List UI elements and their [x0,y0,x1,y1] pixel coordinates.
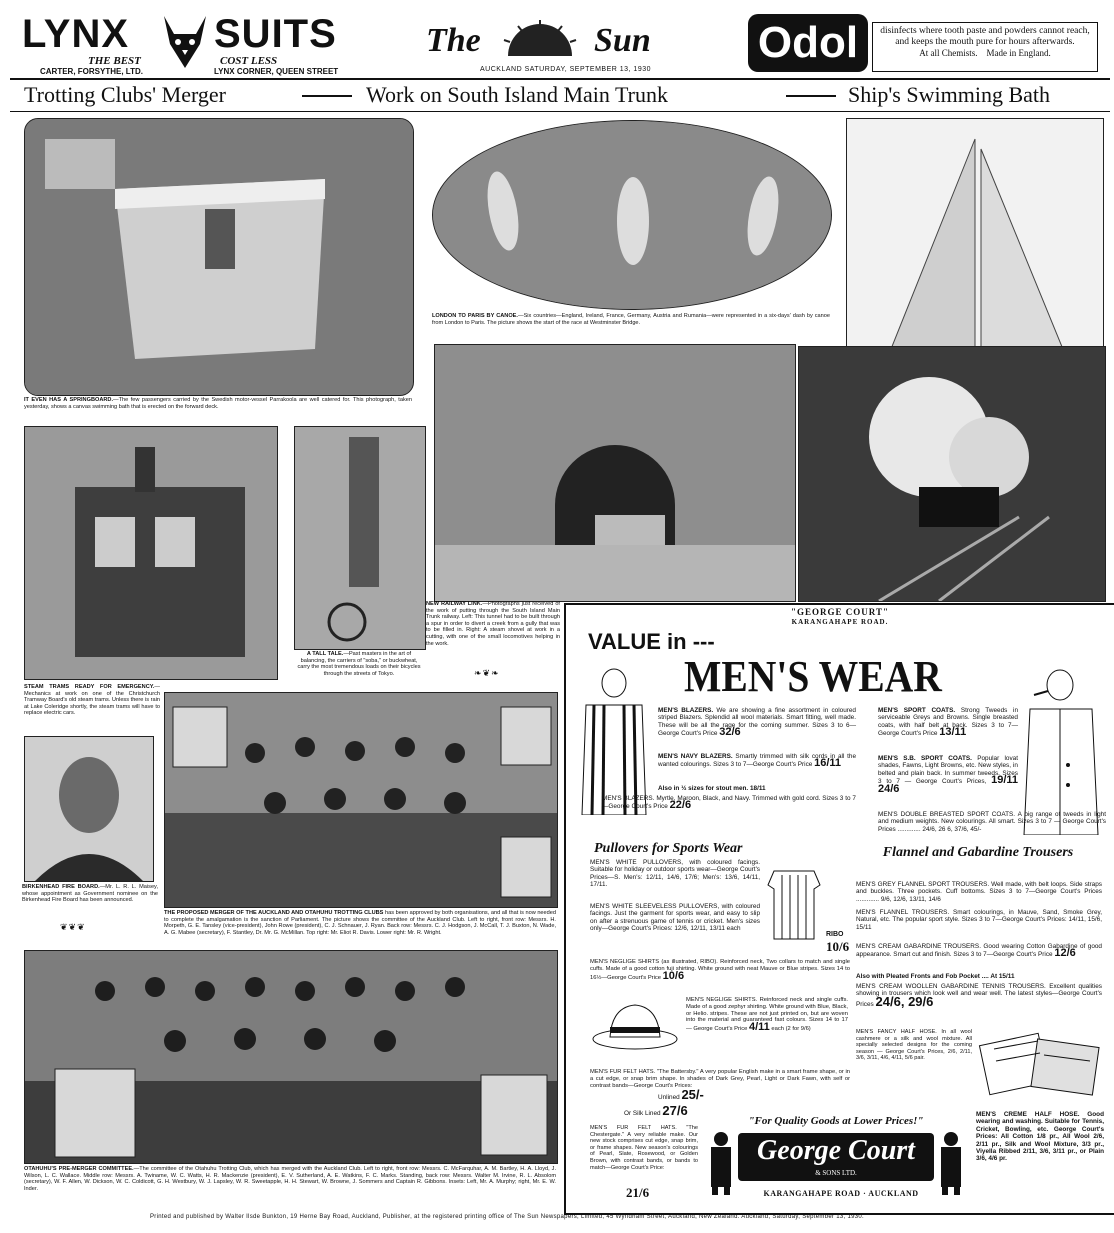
ad-navy-title: MEN'S NAVY BLAZERS. [658,753,733,760]
ad-pleated: Also with Pleated Fronts and Fob Pocket .... At 15/11 [856,973,1015,980]
lynx-carter: CARTER, FORSYTHE, LTD. [40,67,143,76]
ad-value-in: VALUE in --- [588,629,715,654]
george-court-logo [738,1133,934,1181]
ad-pullover-2: MEN'S WHITE SLEEVELESS PULLOVERS, with coloured facings. Just the garment for sports wear, and easy to slip on after a strenuous game of tennis or cricket. Men's sizes only—George Court's Prices: 12/6, 12/11, 13/11 each [590,903,760,933]
caption-rail-title: NEW RAILWAY LINK. [426,601,483,607]
logo-name: George Court [757,1135,915,1166]
photo-auckland-committee [164,692,558,908]
ad-neglige-2-price: 4/11 [748,1021,770,1034]
caption-railway-link [426,601,560,647]
ad-sport-title: MEN'S SPORT COATS. [878,707,956,714]
ad-ribo-price: 10/6 [826,939,850,954]
odol-logo [748,14,868,72]
ad-creme-hose: MEN'S CREME HALF HOSE. Good wearing and washing. Suitable for Tennis, Cricket, Bowling, etc. George Court's Prices: All Cotton 1/8 pr., All Wool 2/6, 2/11 pr., Silk and Wool Mixture, 3/3 pr., Viyella Ribbed 2/11, 3/6, 3/11 pr., or Plain 3/6, 4/6 pr. [976,1111,1104,1163]
photo-steam-shovel [798,346,1106,602]
ad-sb-title: MEN'S S.B. SPORT COATS. [878,755,972,762]
headline-main-trunk: Work on South Island Main Trunk [366,82,668,107]
ad-sport-coats-block [878,707,1018,738]
caption-canoe-title: LONDON TO PARIS BY CANOE. [432,313,518,319]
ad-fancy-hose: MEN'S FANCY HALF HOSE. In all wool cashmere or a silk and wool mixture. All specially selected designs for the coming season — George Court's Prices, 2/6, 2/11, 3/6, 3/11, 4/6, 4/11, 5/6 pair. [856,1029,972,1062]
ad-silk-label: Or Silk Lined [624,1110,661,1117]
george-court-advertisement [564,603,1114,1215]
odol-box [872,22,1098,72]
caption-tall-title: A TALL TALE. [306,651,344,657]
hat-illustration [590,999,680,1051]
ad-navy-price: 16/11 [814,757,842,770]
lynx-corner: LYNX CORNER, QUEEN STREET [214,67,339,76]
photo-otahuhu-committee [24,950,558,1164]
ad-neglige-2-each: each (2 for 9/6) [771,1026,811,1033]
ad-blazers-block [658,707,856,738]
ad-pullovers-heading: Pullovers for Sports Wear [594,841,743,856]
ad-neglige-1-text: MEN'S NEGLIGE SHIRTS (as illustrated, RIBO). Reinforced neck, Two collars to match and single cuffs. Made of a good cotton fuji shirting. White ground with neat Mauve or Blue stripes. Sizes 14 to 16½—George Court's Price [590,959,850,981]
ad-silk-price: 27/6 [662,1103,688,1118]
ad-fur-hat-1: MEN'S FUR FELT HATS. "The Battersby." A very popular English make in a smart frame shape, or in a cut edge, or snap brim shape. In shades of Dark Grey, Pearl, Light or Dark Fawn, with self or contrast bands—George Court's Prices: [590,1069,850,1089]
paper-title-the: The [426,22,481,59]
odol-chemists: At all Chemists. [919,48,978,58]
caption-merger [164,910,556,936]
photo-canoe-race [432,120,832,310]
man-sport-coat-illustration [1018,665,1104,835]
shirt-illustration [764,861,824,941]
ad-woollen-text: MEN'S CREAM WOOLLEN GABARDINE TENNIS TROUSERS. Excellent qualities showing in trousers which look well and wear well. The latest styles—George Court's Prices [856,983,1102,1008]
headline-trotting: Trotting Clubs' Merger [24,82,226,107]
ad-unlined-label: Unlined [658,1094,680,1101]
lynx-left-word: LYNX [22,12,130,56]
ad-woollen-gabardine [856,983,1102,1008]
headline-divider [302,95,352,97]
photo-swimming-bath [24,118,414,396]
lynx-right-word: SUITS [214,12,337,56]
ad-gabardine [856,943,1102,959]
caption-canoe-text: —Six countries—England, Ireland, France, Germany, Austria and Rumania—were represented in a six-days' dash by canoe from London to Paris. The picture shows the start of the race at Westminster Bridge. [432,313,830,326]
ad-navy-text: Smartly trimmed with silk cords in all the wanted colourings. Sizes 3 to 7—George Court's Price [658,753,857,769]
caption-otahuhu [24,1166,556,1192]
ad-woollen-price: 24/6, 29/6 [875,993,934,1009]
ad-sb-coats-block [878,755,1018,794]
caption-springboard [24,397,412,410]
ad-pullover-1: MEN'S WHITE PULLOVERS, with coloured facings. Suitable for holiday or outdoor sports wear—George Court's Prices—S. Men's: 12/11, 14/6, 17/6; Men's: 13/6, 14/11, 17/11. [590,859,760,889]
ad-fur-hat-2: MEN'S FUR FELT HATS. "The Chestergate." A very reliable make. Our new stock comprises cut edge, snap brim, or frame shapes. New season's colourings of Pearl, Slate, Rosewood, or Golden Brown, with contrast bands, or bands to match—George Court's Price: [590,1125,698,1171]
ad-blazers-price: 32/6 [719,726,741,739]
caption-birkenhead [22,884,158,904]
odol-word: Odol [757,18,859,67]
logo-sons: & SONS LTD. [815,1169,857,1177]
ad-unlined [658,1087,798,1102]
ad-gabardine-text: MEN'S CREAM GABARDINE TROUSERS. Good wearing Cotton Gabardine of good appearance. Smart cut and finish. Sizes 3 to 7—George Court's Price [856,943,1102,959]
rising-sun-icon [498,18,582,58]
ad-gabardine-price: 12/6 [1054,947,1076,960]
paper-title-sun: Sun [594,22,651,59]
caption-otahuhu-text: —The committee of the Otahuhu Trotting Club, which has merged with the Auckland Club. Left to right, front row: Messrs. C. McFarquhar, A. M. Bartley, H. A. Lloyd, J. Wilson, L. C. Wallace. Middle row: Messrs. A. Twiname, W. C. Watts, H. R. Mackenzie (president), E. V. Sutherland, A. E. Watkins, F. C. Marks. Standing, back row: Messrs. Walter M. Irvine, R. L. Absolom (secretary), W. F. Allen, W. Dickson, W. C. Coldicott, G. H. Westbury, W. J. Lapsley, W. R. Sweetapple, H. H. Stewart, W. Browne, J. Sommers and Captain R. Gibbons. Insets: Left, Mr. A. Murphy; right, Mr. E. W. Inder. [24,1166,557,1192]
ad-neglige-1-price: 10/6 [662,969,685,982]
ad-fur-hat-2-price: 21/6 [626,1185,650,1200]
beefeater-left-icon [706,1129,736,1195]
photo-steam-tram [24,426,278,680]
caption-trams-title: STEAM TRAMS READY FOR EMERGENCY. [24,684,155,690]
ad-sport-text: Strong Tweeds in serviceable Greys and Browns. Single breasted coats, with half belt at back. Sizes 3 to 7—George Court's Price [878,707,1019,738]
caption-canoe [432,313,830,326]
caption-tall-text: —Past masters in the art of balancing, the carriers of "soba," or buckwheat, carry the most tremendous loads on their bicycles through the streets of Tokyo. [297,651,421,677]
ornament-divider: ❧❦❧ [474,668,500,678]
banner-rule [10,111,1110,112]
ad-neglige-2-text: MEN'S NEGLIGE SHIRTS. Reinforced neck and single cuffs. Made of a good zephyr shirting. White ground with Blue, Black, or Helio. stripes. These are not just printed on, but are woven into the material and guaranteed fast colours. Sizes 14 to 17 — George Court's Price [686,997,848,1033]
ad-mens-wear: MEN'S WEAR [684,652,942,701]
caption-merger-title: THE PROPOSED MERGER OF THE AUCKLAND AND OTAHUHU TROTTING CLUBS [164,910,384,916]
photo-railway-tunnel [434,344,796,602]
ad-myrtle-price: 22/6 [669,799,692,812]
headline-divider [786,95,836,97]
caption-tall-tale [294,651,424,677]
photo-tokyo-bicycle [294,426,426,650]
masthead-rule [10,78,1110,80]
ad-sb-text: Popular lovat shades, Fawns, Light Browns, etc. New styles, in belted and plain back. In summer tweeds. Sizes 3 to 7 — George Court's Prices, [878,755,1019,786]
imprint-footer: Printed and published by Walter Ilsde Bunkton, 19 Herne Bay Road, Auckland, Publisher, at the registered printing office of The Sun Newspapers, Limited, 45 Wyndham Street, Auckland, New Zealand. Auckland, Saturday, September 13, 1930. [150,1214,864,1220]
caption-otahuhu-title: OTAHUHU'S PRE-MERGER COMMITTEE. [24,1166,134,1172]
ad-neglige-2 [686,997,848,1033]
ad-address: KARANGAHAPE ROAD · AUCKLAND [763,1189,919,1198]
ad-ribo-label: RIBO [826,931,844,938]
ad-blazers-text: We are showing a fine assortment in coloured striped Blazers. Splendid all wool materials. Smart fitting, well made. These will be all the rage for the coming summer. Sizes 3 to 6—George Court's Price [658,707,856,738]
caption-springboard-title: IT EVEN HAS A SPRINGBOARD. [24,397,114,403]
socks-illustration [978,1029,1104,1099]
ad-store-name: "GEORGE COURT" [791,607,889,617]
ad-double-breasted: MEN'S DOUBLE BREASTED SPORT COATS. A big range of tweeds in light and medium weights. New colourings. All smart. Sizes 3 to 7 — George Court's Prices ............. 24/6, 26 6, 37/6, 45/- [878,811,1106,833]
ad-navy-block [658,753,856,769]
ad-myrtle-block [602,795,856,811]
caption-merger-text: has been approved by both organisations, and all that is now needed to complete the amalgamation is the sanction of Parliament. The picture shows the committee of the Auckland Club. Left to right, front row: Messrs. H. Morpeth, G. E. Tansley (vice-president), John Rowe (president), C. J. Schnauer, J. Ryan. Back row: Messrs. C. J. Hodgson, J. McCall, T. J. Buxton, N. Wade, A. G. Mabee (secretary), F. Stantley, Dr. Mr. G. McMillan. Top right: Mr. Eliot R. Davis. Lower right: Mr. R. Wright. [164,910,556,936]
odol-made: Made in England. [986,48,1051,58]
caption-springboard-text: —The few passengers carried by the Swedish motor-vessel Parrakoola are well catered for. This photograph, taken yesterday, shows a canvas swimming bath that is erected on the forward deck. [24,397,412,410]
ad-blazers-title: MEN'S BLAZERS. [658,707,714,714]
ad-unlined-price: 25/- [681,1087,704,1102]
dateline: AUCKLAND SATURDAY, SEPTEMBER 13, 1930 [480,66,651,73]
caption-steam-trams [24,684,160,717]
caption-rail-text: —Photographs just received of the work of putting through the South Island Main Trunk railway. Left: This tunnel had to be built through a spur in order to divert a creek from a gully that was to be filled in. Right: A steam shovel at work in a cutting, with one of the small locomotives helping in the work. [426,601,560,647]
ad-flannel-1: MEN'S GREY FLANNEL SPORT TROUSERS. Well made, with belt loops. Side straps and buckles. Three pockets. Cuff bottoms. Sizes 3 to 7—George Court's Prices ............. 9/6, 12/6, 13/11, 14/6 [856,881,1102,903]
ad-myrtle-text: MEN'S BLAZERS. Myrtle, Maroon, Black, and Navy. Trimmed with gold cord. Sizes 3 to 7—George Court's Price [602,795,856,811]
ornament-divider: ❦❦❦ [60,922,86,932]
ad-flannel-heading: Flannel and Gabardine Trousers [882,845,1074,860]
ad-quality-slogan: "For Quality Goods at Lower Prices!" [748,1115,924,1127]
caption-fire-text: —Mr. L. R. L. Maisey, whose appointment as Government nominee on the Birkenhead Fire Board has been announced. [22,884,158,904]
ad-flannel-2: MEN'S FLANNEL TROUSERS. Smart colourings, in Mauve, Sand, Smoke Grey, Natural, etc. The popular sport style. Sizes 3 to 7—George Court's Prices: 14/11, 15/6, 15/11 [856,909,1102,931]
ad-sport-price: 13/11 [939,726,967,739]
ad-road: KARANGAHAPE ROAD. [791,618,889,626]
beefeater-right-icon [936,1129,966,1195]
caption-fire-title: BIRKENHEAD FIRE BOARD. [22,884,100,890]
photo-maisey-portrait [24,736,154,882]
lynx-cost-less: COST LESS [220,55,278,67]
ad-stout: Also in ½ sizes for stout men. 18/11 [658,785,766,792]
headline-swimming-bath: Ship's Swimming Bath [848,82,1050,107]
lynx-the-best: THE BEST [88,55,141,67]
ad-sb-price: 19/11 24/6 [878,774,1018,795]
caption-trams-text: —Mechanics at work on one of the Christchurch Tramway Board's old steam trams. Unless there is rain at Lake Coleridge shortly, the steam trams will have to replace electric cars. [24,684,160,717]
ad-neglige-1 [590,959,850,981]
lynx-cat-icon [160,14,210,70]
man-blazer-illustration [574,665,654,815]
odol-footline [878,48,1092,58]
odol-text: disinfects where tooth paste and powders cannot reach, and keeps the mouth pure for hours afterwards. [880,26,1090,47]
